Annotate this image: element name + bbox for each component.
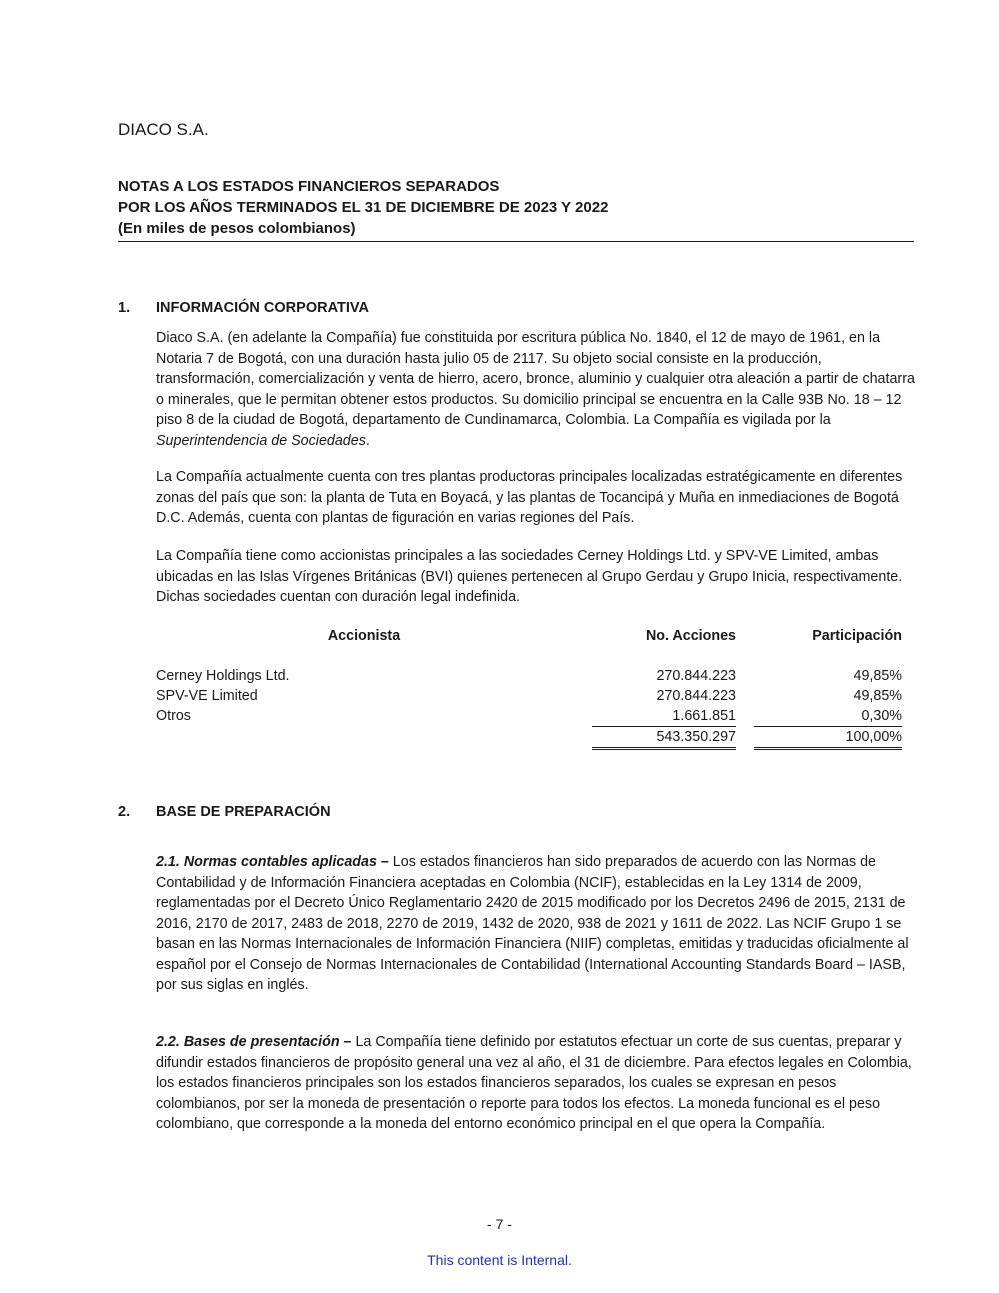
cell-pct: 49,85% xyxy=(853,688,902,704)
cell-shares: 270.844.223 xyxy=(656,668,736,684)
section-2-1-paragraph xyxy=(156,852,916,996)
cell-name: Otros xyxy=(156,708,191,725)
section-1-paragraph-3: La Compañía tiene como accionistas principales a las sociedades Cerney Holdings Ltd. y SPV-VE Limited, ambas ubicadas en las Islas Vírgenes Británicas (BVI) quienes pertenecen al Grupo Gerdau y Grupo Inicia, respectivamente. Dichas sociedades cuentan con duración legal indefinida. xyxy=(156,548,903,605)
section-1-title xyxy=(118,300,369,316)
cell-name: Cerney Holdings Ltd. xyxy=(156,668,290,684)
company-name: DIACO S.A. xyxy=(118,120,209,139)
table-row xyxy=(156,666,902,686)
total-shares: 543.350.297 xyxy=(592,727,736,749)
subsection-2-2-lead: 2.2. Bases de presentación – xyxy=(156,1034,352,1050)
section-2-number: 2. xyxy=(118,804,131,820)
cell-shares: 270.844.223 xyxy=(656,688,736,704)
header-period: POR LOS AÑOS TERMINADOS EL 31 DE DICIEMBRE DE 2023 Y 2022 xyxy=(118,199,609,216)
cell-shares: 1.661.851 xyxy=(592,706,736,727)
paragraph-end: . xyxy=(365,432,370,449)
table-total-row xyxy=(156,727,902,749)
table-row xyxy=(156,706,902,727)
paragraph-text: La Compañía tiene definido por estatutos efectuar un corte de sus cuentas, preparar y difundir estados financieros de propósito general una vez al año, el 31 de diciembre. Para efectos legales en Colombia, los estados financieros principales son los estados financieros separados, los cuales se expresan en pesos colombianos, por ser la moneda de presentación o reporte para todos los efectos. La moneda funcional es el peso colombiano, que corresponde a la moneda del entorno económico principal en el que opera la Compañía. xyxy=(156,1034,912,1132)
section-1-heading: INFORMACIÓN CORPORATIVA xyxy=(156,300,369,316)
paragraph-italic: Superintendencia de Sociedades xyxy=(156,432,366,449)
section-1-number: 1. xyxy=(118,300,131,316)
section-2-heading: BASE DE PREPARACIÓN xyxy=(156,804,331,820)
column-header-pct: Participación xyxy=(812,628,902,644)
total-pct: 100,00% xyxy=(754,727,902,749)
page-number: - 7 - xyxy=(487,1216,512,1232)
section-2-2-paragraph xyxy=(156,1032,916,1135)
header-title: NOTAS A LOS ESTADOS FINANCIEROS SEPARADOS xyxy=(118,178,500,195)
cell-pct: 0,30% xyxy=(754,706,902,727)
cell-pct: 49,85% xyxy=(853,668,902,684)
document-header xyxy=(118,176,914,242)
paragraph-text: Los estados financieros han sido preparados de acuerdo con las Normas de Contabilidad y de Información Financiera aceptadas en Colombia (NCIF), establecidas en la Ley 1314 de 2009, reglamentadas por el Decreto Único Reglamentario 2420 de 2015 modificado por los Decretos 2496 de 2015, 2131 de 2016, 2170 de 2017, 2483 de 2018, 2270 de 2019, 1432 de 2020, 938 de 2021 y 1611 de 2022. Las NCIF Grupo 1 se basan en las Normas Internacionales de Información Financiera (NIIF) completas, emitidas y traducidas oficialmente al español por el Consejo de Normas Internacionales de Contabilidad (International Accounting Standards Board – IASB, por sus siglas en inglés. xyxy=(156,854,909,993)
shareholders-table xyxy=(156,626,902,750)
classification-label: This content is Internal. xyxy=(427,1252,572,1268)
section-1-paragraph-2: La Compañía actualmente cuenta con tres plantas productoras principales localizadas estratégicamente en diferentes zonas del país que son: la planta de Tuta en Boyacá, y las plantas de Tocancipá y Muña en inmediaciones de Bogotá D.C. Además, cuenta con plantas de figuración en varias regiones del País. xyxy=(156,469,903,526)
column-header-shares: No. Acciones xyxy=(645,628,736,644)
cell-name: SPV-VE Limited xyxy=(156,688,258,704)
section-1-paragraph-1 xyxy=(156,328,916,451)
column-header-name: Accionista xyxy=(327,628,401,644)
subsection-2-1-lead: 2.1. Normas contables aplicadas – xyxy=(156,854,389,870)
header-currency: (En miles de pesos colombianos) xyxy=(118,220,356,237)
paragraph-text: Diaco S.A. (en adelante la Compañía) fue constituida por escritura pública No. 1840, el 12 de mayo de 1961, en la Notaria 7 de Bogotá, con una duración hasta julio 05 de 2117. Su objeto social consiste en la producción, transformación, comercialización y venta de hierro, acero, bronce, aluminio y cualquier otra aleación a partir de chatarra o minerales, que le permitan obtener estos productos. Su domicilio principal se encuentra en la Calle 93B No. 18 – 12 piso 8 de la ciudad de Bogotá, departamento de Cundinamarca, Colombia. La Compañía es vigilada por la xyxy=(156,330,915,428)
section-2-title xyxy=(118,804,331,820)
table-header-row xyxy=(156,626,902,646)
table-row xyxy=(156,686,902,706)
